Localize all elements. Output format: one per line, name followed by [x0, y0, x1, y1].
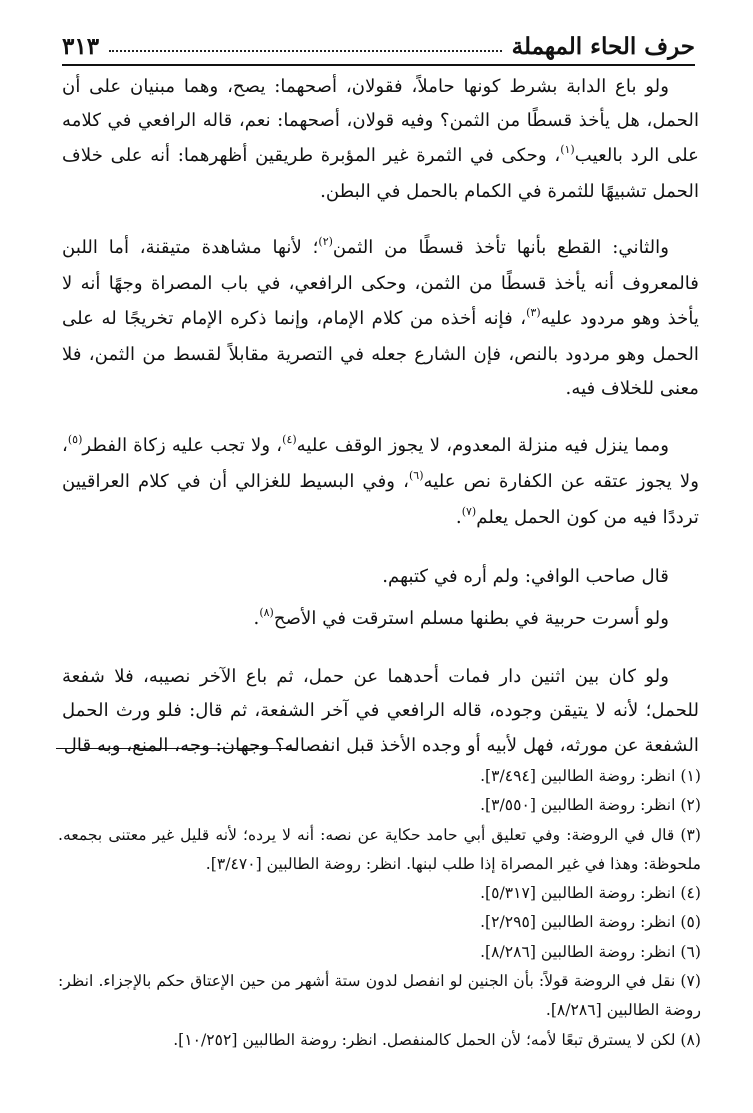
footnote: (٦) انظر: روضة الطالبين [٨/٢٨٦].	[480, 942, 701, 961]
footnote-marker[interactable]: (١)	[560, 142, 575, 156]
footnote: (٣) قال في الروضة: وفي تعليق أبي حامد حكاية عن نصه: أنه لا يرده؛ لأنه قليل غير معتنى بجمعه. ملحوظة: وهذا في غير المصراة إذا طلب لبنها. انظر: روضة الطالبين [٣/٤٧٠].	[58, 825, 701, 873]
footnote-marker[interactable]: (٤)	[282, 432, 297, 446]
chapter-title: حرف الحاء المهملة	[511, 33, 695, 60]
footnote: (٧) نقل في الروضة قولاً: بأن الجنين لو انفصل لدون ستة أشهر من حين الإعتاق حكم بالإجزاء. انظر: روضة الطالبين [٨/٢٨٦].	[58, 972, 701, 1020]
paragraph: قال صاحب الوافي: ولم أره في كتبهم.	[382, 565, 669, 587]
footnote: (١) انظر: روضة الطالبين [٣/٤٩٤].	[480, 767, 701, 785]
footnote-marker[interactable]: (٧)	[461, 505, 477, 519]
footnote-marker[interactable]: (٦)	[408, 468, 424, 482]
paragraph: والثاني: القطع بأنها تأخذ قسطًا من الثمن$^{(٢)}$؛ لأنها مشاهدة متيقنة، أما اللبن فالمعروف أنه يأخذ قسطًا من الثمن، وحكى الرافعي، في باب المصراة وجهًا أنه لا يأخذ وهو مردود عليه$^{(٣)}$، فإنه أخذه من كلام الإمام، وإنما ذكره الإمام تخريجًا له على الحمل وهو مردود بالنص، فإن الشارع جعله في التصرية مقابلاً لقسط من الثمن، فلا معنى للخلاف فيه.	[62, 235, 699, 400]
footnote: (٨) لكن لا يسترق تبعًا لأمه؛ لأن الحمل كالمنفصل. انظر: روضة الطالبين [١٠/٢٥٢].	[173, 1030, 701, 1049]
footnote-marker[interactable]: (٨)	[259, 605, 274, 619]
footnote-marker[interactable]: (٢)	[318, 235, 333, 249]
footnote: (٢) انظر: روضة الطالبين [٣/٥٥٠].	[480, 796, 701, 815]
paragraph: ومما ينزل فيه منزلة المعدوم، لا يجوز الوقف عليه$^{(٤)}$، ولا تجب عليه زكاة الفطر$^{(٥)}$، ولا يجوز عتقه عن الكفارة نص عليه$^{(٦)}$، وفي البسيط للغزالي أن في كلام العراقيين ترددًا فيه من كون الحمل يعلم$^{(٧)}$.	[62, 432, 699, 529]
paragraph: ولو أسرت حربية في بطنها مسلم استرقت في الأصح$^{(٨)}$.	[253, 605, 669, 629]
paragraph: ولو باع الدابة بشرط كونها حاملاً، فقولان، أصحهما: يصح، وهما مبنيان على أن الحمل، هل يأخذ قسطًا من الثمن؟ وفيه قولان، أصحهما: نعم، قاله الرافعي في كلامه على الرد بالعيب$^{(١)}$، وحكى في الثمرة غير المؤبرة طريقين أظهرهما: أنه على خلاف الحمل تشبيهًا للثمرة في الكمام بالحمل في البطن.	[62, 76, 699, 202]
footnote: (٥) انظر: روضة الطالبين [٢/٢٩٥].	[480, 913, 701, 932]
page-number: ٣١٣	[62, 33, 100, 60]
header-dotted-leader	[109, 50, 502, 52]
footnotes	[58, 762, 701, 1055]
page-header	[62, 20, 695, 66]
footnote-marker[interactable]: (٣)	[526, 305, 541, 319]
main-text	[62, 70, 699, 785]
footnote-marker[interactable]: (٥)	[67, 432, 83, 446]
paragraph: ولو كان بين اثنين دار فمات أحدهما عن حمل، ثم باع الآخر نصيبه، فلا شفعة للحمل؛ لأنه لا يتيقن وجوده، قاله الرافعي في آخر الشفعة، ثم قال: فلو ورث الحمل الشفعة عن مورثه، فهل لأبيه أو وجده الأخذ قبل انفصاله؟ وجهان: وجه، المنع، وبه قال	[62, 666, 699, 756]
footnote-separator	[56, 748, 296, 749]
footnote: (٤) انظر: روضة الطالبين [٥/٣١٧].	[480, 884, 701, 903]
